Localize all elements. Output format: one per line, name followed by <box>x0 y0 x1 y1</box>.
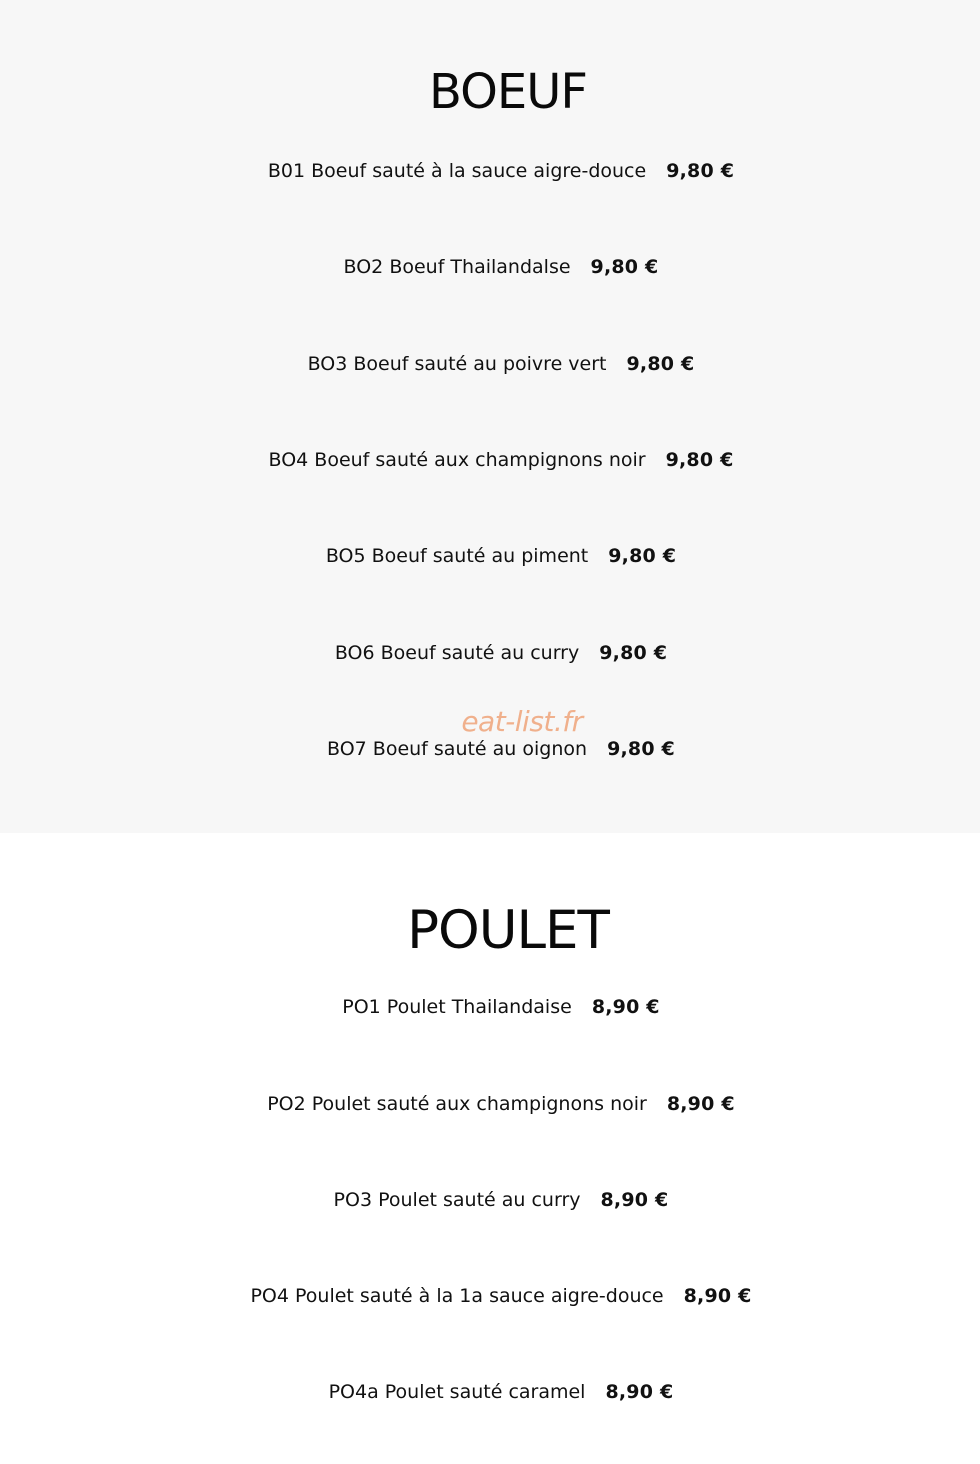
menu-item-bo3 <box>0 350 980 378</box>
dish-name: PO1 Poulet Thailandaise <box>342 996 572 1018</box>
menu-item-bo6 <box>0 639 980 667</box>
dish-name: PO4 Poulet sauté à la 1a sauce aigre-douce <box>250 1285 664 1307</box>
beef-section-title: BOEUF <box>429 64 587 120</box>
dish-price: 9,80 € <box>607 738 675 760</box>
dish-price: 8,90 € <box>683 1285 752 1307</box>
dish-price: 8,90 € <box>666 1093 735 1115</box>
chicken-section <box>0 833 980 1464</box>
dish-name: BO2 Boeuf Thailandalse <box>343 256 571 278</box>
menu-item-po1 <box>0 993 980 1021</box>
dish-price: 9,80 € <box>599 642 668 664</box>
dish-name: PO3 Poulet sauté au curry <box>333 1189 581 1211</box>
menu-item-po4 <box>0 1282 980 1310</box>
dish-name: BO5 Boeuf sauté au piment <box>325 545 589 567</box>
dish-name: BO7 Boeuf sauté au oignon <box>327 738 588 760</box>
dish-price: 9,80 € <box>666 160 735 182</box>
menu-item-b01 <box>0 157 980 185</box>
dish-price: 8,90 € <box>600 1189 669 1211</box>
dish-name: PO4a Poulet sauté caramel <box>328 1381 586 1403</box>
dish-price: 9,80 € <box>608 545 677 567</box>
dish-price: 8,90 € <box>605 1381 674 1403</box>
menu-item-bo2 <box>0 253 980 281</box>
dish-price: 9,80 € <box>626 353 695 375</box>
dish-price: 9,80 € <box>665 449 734 471</box>
dish-name: BO6 Boeuf sauté au curry <box>334 642 580 664</box>
watermark-text: eat-list.fr <box>461 705 583 738</box>
chicken-section-title: POULET <box>407 900 609 961</box>
dish-price: 9,80 € <box>590 256 659 278</box>
menu-item-po3 <box>0 1186 980 1214</box>
dish-name: BO3 Boeuf sauté au poivre vert <box>307 353 607 375</box>
menu-item-bo5 <box>0 542 980 570</box>
dish-name: B01 Boeuf sauté à la sauce aigre-douce <box>267 160 647 182</box>
menu-item-po4a <box>0 1378 980 1406</box>
menu-item-po2 <box>0 1090 980 1118</box>
dish-name: BO4 Boeuf sauté aux champignons noir <box>268 449 646 471</box>
dish-price: 8,90 € <box>591 996 660 1018</box>
menu-item-bo4 <box>0 446 980 474</box>
dish-name: PO2 Poulet sauté aux champignons noir <box>267 1093 647 1115</box>
